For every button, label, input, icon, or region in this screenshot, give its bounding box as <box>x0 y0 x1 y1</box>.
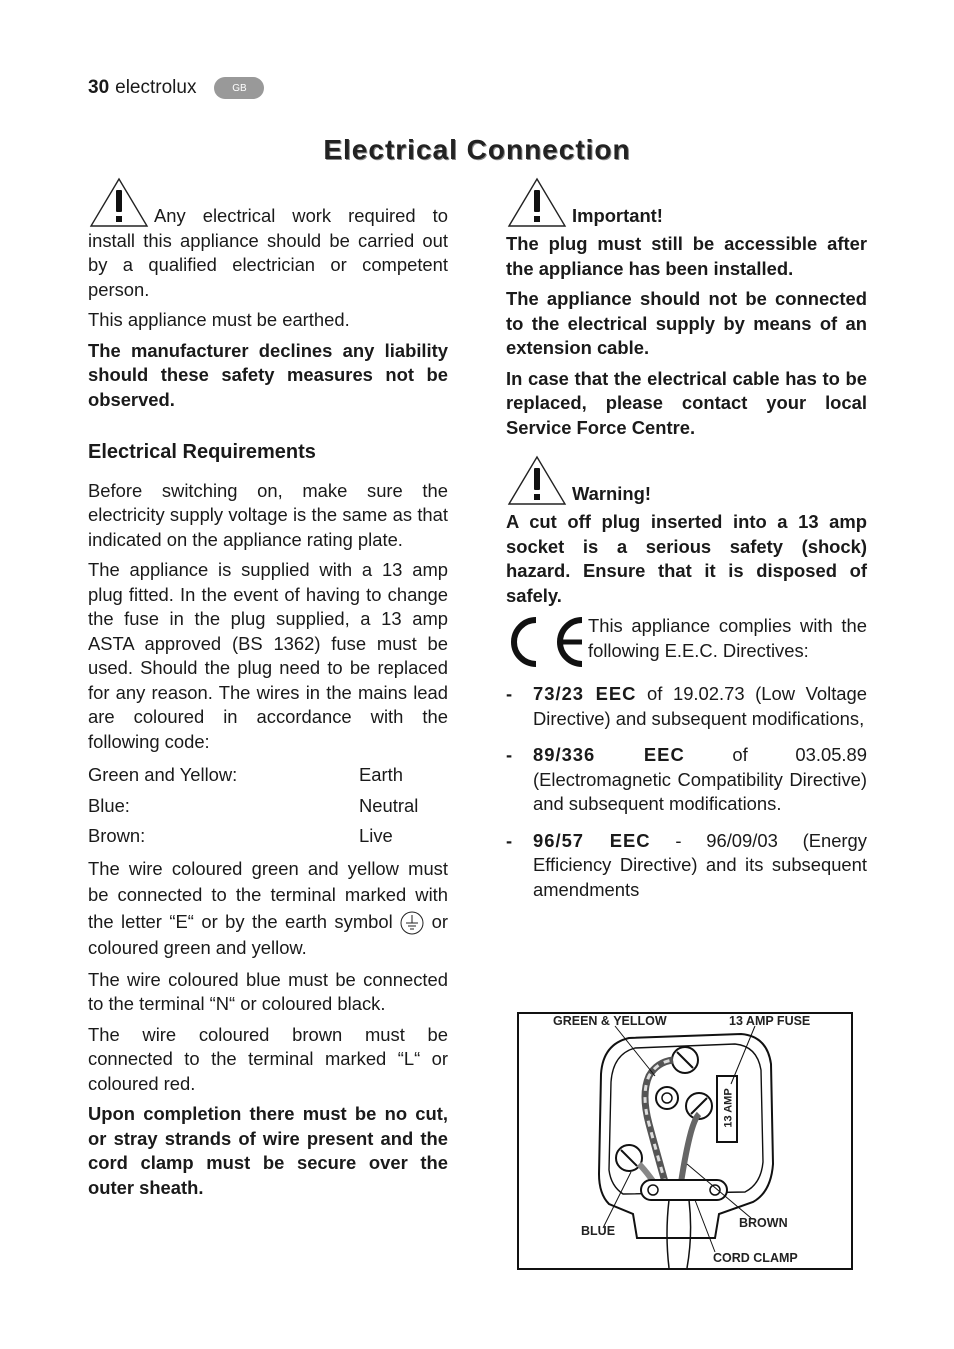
important-note-3: In case that the electrical cable has to be replaced, please contact your local Service Force Centre. <box>506 367 867 438</box>
brown-paragraph: The wire coloured brown must be connected to the terminal marked “L“ or coloured red. <box>88 1023 448 1094</box>
warning-triangle-icon <box>506 454 568 508</box>
wire-row <box>88 760 448 791</box>
electrician-warning-text: Any electrical work required to install this appliance should be carried out by a qualified electrician or competent person. <box>88 205 448 300</box>
wire-row <box>88 791 448 822</box>
directive-code: 89/336 EEC <box>533 744 685 765</box>
wire-terminal: Neutral <box>359 794 419 816</box>
important-note-1: The plug must still be accessible after the appliance has been installed. <box>506 233 867 279</box>
label-brown: BROWN <box>739 1216 788 1230</box>
warning-triangle-icon <box>88 176 150 230</box>
language-badge: GB <box>214 77 264 99</box>
directive-text: - 96/09/03 (Energy Efficiency Directive) and its subsequent amendments <box>533 829 867 900</box>
page-header <box>88 74 264 102</box>
directive-code: 96/57 EEC <box>533 829 651 851</box>
ce-compliance <box>506 614 867 670</box>
label-cord-clamp: CORD CLAMP <box>713 1251 798 1265</box>
list-item: - 96/57 EEC - 96/09/03 (Energy Efficiency Directive) and its subsequent amendments <box>506 829 867 900</box>
electrician-warning <box>88 176 448 308</box>
left-column <box>88 176 448 1206</box>
label-blue: BLUE <box>581 1224 616 1238</box>
label-fuse: 13 AMP FUSE <box>729 1014 811 1028</box>
green-yellow-text-b: or coloured green and yellow. <box>88 910 448 958</box>
ce-text: This appliance complies with the following E.E.C. Directives: <box>588 615 867 661</box>
label-green-yellow: GREEN & YELLOW <box>553 1014 667 1028</box>
brand-name: electrolux <box>115 77 197 98</box>
important-note-2: The appliance should not be connected to the electrical supply by means of an extension cable. <box>506 288 867 358</box>
warning-text: A cut off plug inserted into a 13 amp socket is a serious safety (shock) hazard. Ensure that it is disposed of safely. <box>506 511 867 606</box>
wire-terminal: Live <box>359 825 393 846</box>
warning-heading <box>506 454 867 508</box>
wire-row <box>88 821 448 852</box>
warning-label: Warning! <box>572 482 651 504</box>
wire-colour: Green and Yellow: <box>88 764 238 785</box>
plug-paragraph: The appliance is supplied with a 13 amp plug fitted. In the event of having to change the fuse in the plug supplied, a 13 amp ASTA approved (BS 1362) fuse must be used. Should the plug need to be replaced for any reason. The wires in the mains lead are coloured in accordance with the following code: <box>88 559 448 752</box>
plug-illustration <box>519 1014 851 1268</box>
label-13-amp: 13 AMP <box>722 1088 735 1128</box>
list-item: - 89/336 EEC of 03.05.89 (Electromagnetic Compatibility Directive) and subsequent modifications. <box>506 744 867 814</box>
important-label: Important! <box>572 204 663 226</box>
green-yellow-text-a: The wire coloured green and yellow must be connected to the terminal marked with the letter “E“ or by the earth symbol <box>88 857 448 932</box>
page-number: 30 <box>88 77 110 98</box>
wire-code-table <box>88 760 448 852</box>
wire-colour: Brown: <box>88 825 146 846</box>
completion-paragraph: Upon completion there must be no cut, or stray strands of wire present and the cord clamp must be secure over the outer sheath. <box>88 1103 448 1198</box>
earth-symbol-icon <box>400 911 424 935</box>
ce-mark-icon <box>506 614 588 670</box>
earthed-note: This appliance must be earthed. <box>88 309 350 330</box>
directive-text: of 19.02.73 (Low Voltage Directive) and subsequent modifications, <box>533 683 867 729</box>
important-heading <box>506 176 867 230</box>
wire-terminal: Earth <box>359 764 403 785</box>
plug-wiring-diagram <box>517 1012 853 1270</box>
wire-colour: Blue: <box>88 794 130 816</box>
section-heading: Electrical Requirements <box>88 441 316 463</box>
liability-note: The manufacturer declines any liability should these safety measures not be observed. <box>88 339 448 410</box>
voltage-paragraph: Before switching on, make sure the electricity supply voltage is the same as that indicated on the appliance rating plate. <box>88 479 448 550</box>
right-column <box>506 176 867 914</box>
green-yellow-paragraph <box>88 856 448 962</box>
page-title: Electrical Connection <box>323 134 631 165</box>
directive-list <box>506 682 867 902</box>
warning-triangle-icon <box>506 176 568 230</box>
blue-paragraph: The wire coloured blue must be connected to the terminal “N“ or coloured black. <box>88 968 448 1014</box>
directive-text: of 03.05.89 (Electromagnetic Compatibility Directive) and subsequent modifications. <box>533 744 867 814</box>
list-item: - 73/23 EEC of 19.02.73 (Low Voltage Directive) and subsequent modifications, <box>506 683 867 729</box>
directive-code: 73/23 EEC <box>533 683 637 704</box>
